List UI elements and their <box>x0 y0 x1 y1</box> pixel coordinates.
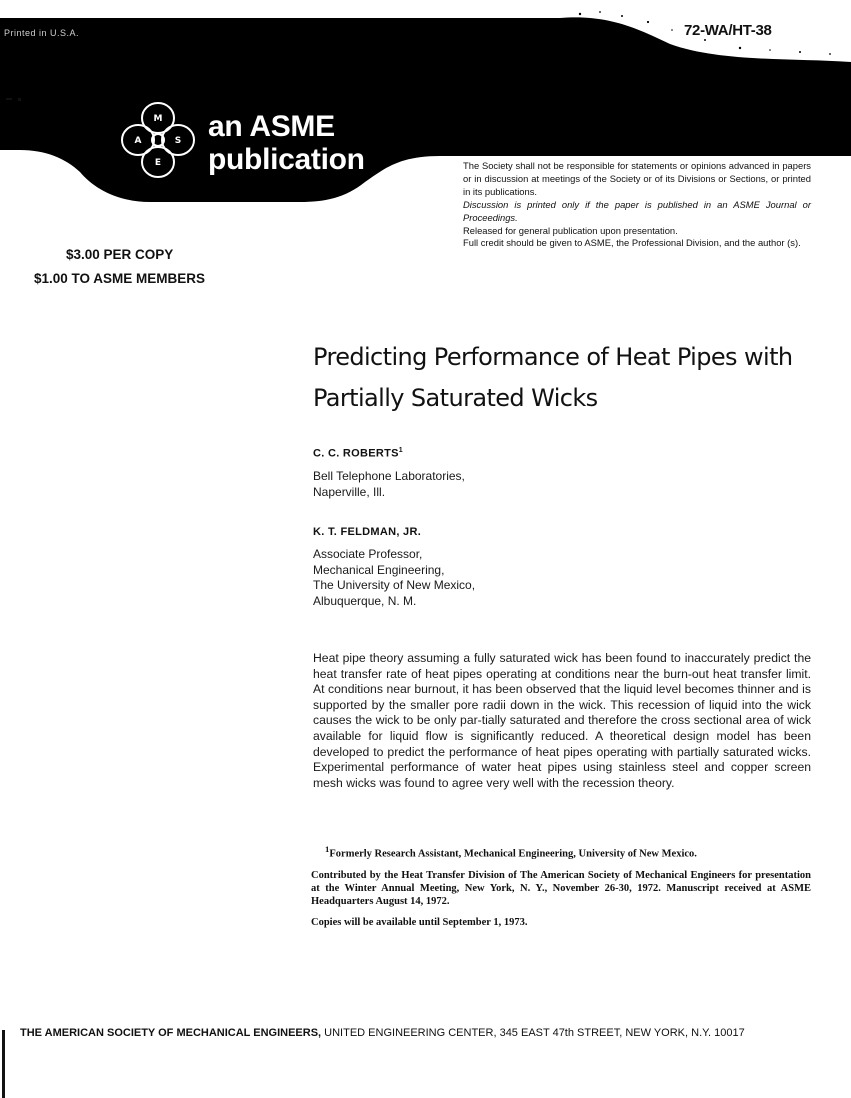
scan-margin-mark <box>18 98 21 101</box>
title-line-2: Partially Saturated Wicks <box>313 384 598 412</box>
asme-emblem-icon <box>116 96 200 184</box>
disclaimer-block <box>463 160 811 250</box>
paper-number: 72-WA/HT-38 <box>684 22 772 39</box>
affiliation-line: The University of New Mexico, <box>313 578 476 592</box>
svg-text:M: M <box>153 114 163 124</box>
footnotes <box>311 843 811 929</box>
footer-society-name: THE AMERICAN SOCIETY OF MECHANICAL ENGINEERS, <box>20 1027 322 1039</box>
abstract: Heat pipe theory assuming a fully saturated wick has been found to inaccurately predict the heat transfer rate of heat pipes operating at conditions near the burn-out heat transfer limit. At conditions near burnout, it has been observed that the liquid level becomes thinner and is supported by the smaller pore radii down in the wick. This recession of liquid into the wick causes the wick to be only par-tially saturated and therefore the cross sectional area of wick available for liquid flow is significantly reduced. A theoretical design model has been developed to predict the performance of heat pipes operating with partially saturated wicks. Experimental performance of water heat pipes using stainless steel and copper screen mesh wicks was found to agree very well with the recession theory. <box>313 651 811 790</box>
scan-margin-mark <box>6 98 12 100</box>
author-1-name <box>313 447 403 460</box>
affiliation-line: Naperville, Ill. <box>313 484 386 499</box>
publication-line-1: an ASME <box>208 110 335 143</box>
affiliation-line: Mechanical Engineering, <box>313 562 445 577</box>
publication-line-2: publication <box>208 143 365 176</box>
title-line-1: Predicting Performance of Heat Pipes with <box>313 343 793 371</box>
footnote-1 <box>311 843 811 861</box>
svg-text:A: A <box>134 136 142 146</box>
paper-title <box>313 337 833 419</box>
contributed-note: Contributed by the Heat Transfer Division of The American Society of Mechanical Engineers for presentation at the Winter Annual Meeting, New York, N. Y., November 26-30, 1972. Manuscript received at ASME Headquarters August 14, 1972. <box>311 869 811 907</box>
author-1-footnote-mark: 1 <box>398 447 403 454</box>
disclaimer-release: Released for general publication upon presentation. <box>463 224 678 236</box>
svg-text:E: E <box>154 158 162 168</box>
scan-margin-mark <box>2 1030 5 1098</box>
footnote-1-text: Formerly Research Assistant, Mechanical Engineering, University of New Mexico. <box>329 848 697 860</box>
author-1-affiliation <box>313 469 465 500</box>
disclaimer-responsibility: The Society shall not be responsible for statements or opinions advanced in papers or in discussion at meetings of the Society or of its Divisions or Sections, or printed in its publications. <box>463 160 811 197</box>
affiliation-line: Bell Telephone Laboratories, <box>313 469 465 483</box>
disclaimer-discussion: Discussion is printed only if the paper is published in an ASME Journal or Proceedings. <box>463 198 811 223</box>
printed-in-label: Printed in U.S.A. <box>4 28 80 38</box>
asme-publication-wordmark <box>208 110 365 176</box>
price-members: $1.00 TO ASME MEMBERS <box>34 271 206 286</box>
footer-address-line <box>20 1027 745 1039</box>
author-2-name: K. T. FELDMAN, JR. <box>313 526 422 538</box>
author-1-name-text: C. C. ROBERTS <box>313 447 399 460</box>
svg-text:S: S <box>174 136 182 146</box>
footer-address: UNITED ENGINEERING CENTER, 345 EAST 47th STREET, NEW YORK, N.Y. 10017 <box>324 1027 745 1039</box>
author-2-affiliation <box>313 547 475 609</box>
price-per-copy: $3.00 PER COPY <box>66 247 174 262</box>
copies-note: Copies will be available until September 1, 1973. <box>311 916 528 928</box>
disclaimer-credit: Full credit should be given to ASME, the Professional Division, and the author (s). <box>463 237 801 249</box>
footnote-1-mark: 1 <box>325 844 330 854</box>
affiliation-line: Albuquerque, N. M. <box>313 593 417 608</box>
affiliation-line: Associate Professor, <box>313 547 423 561</box>
